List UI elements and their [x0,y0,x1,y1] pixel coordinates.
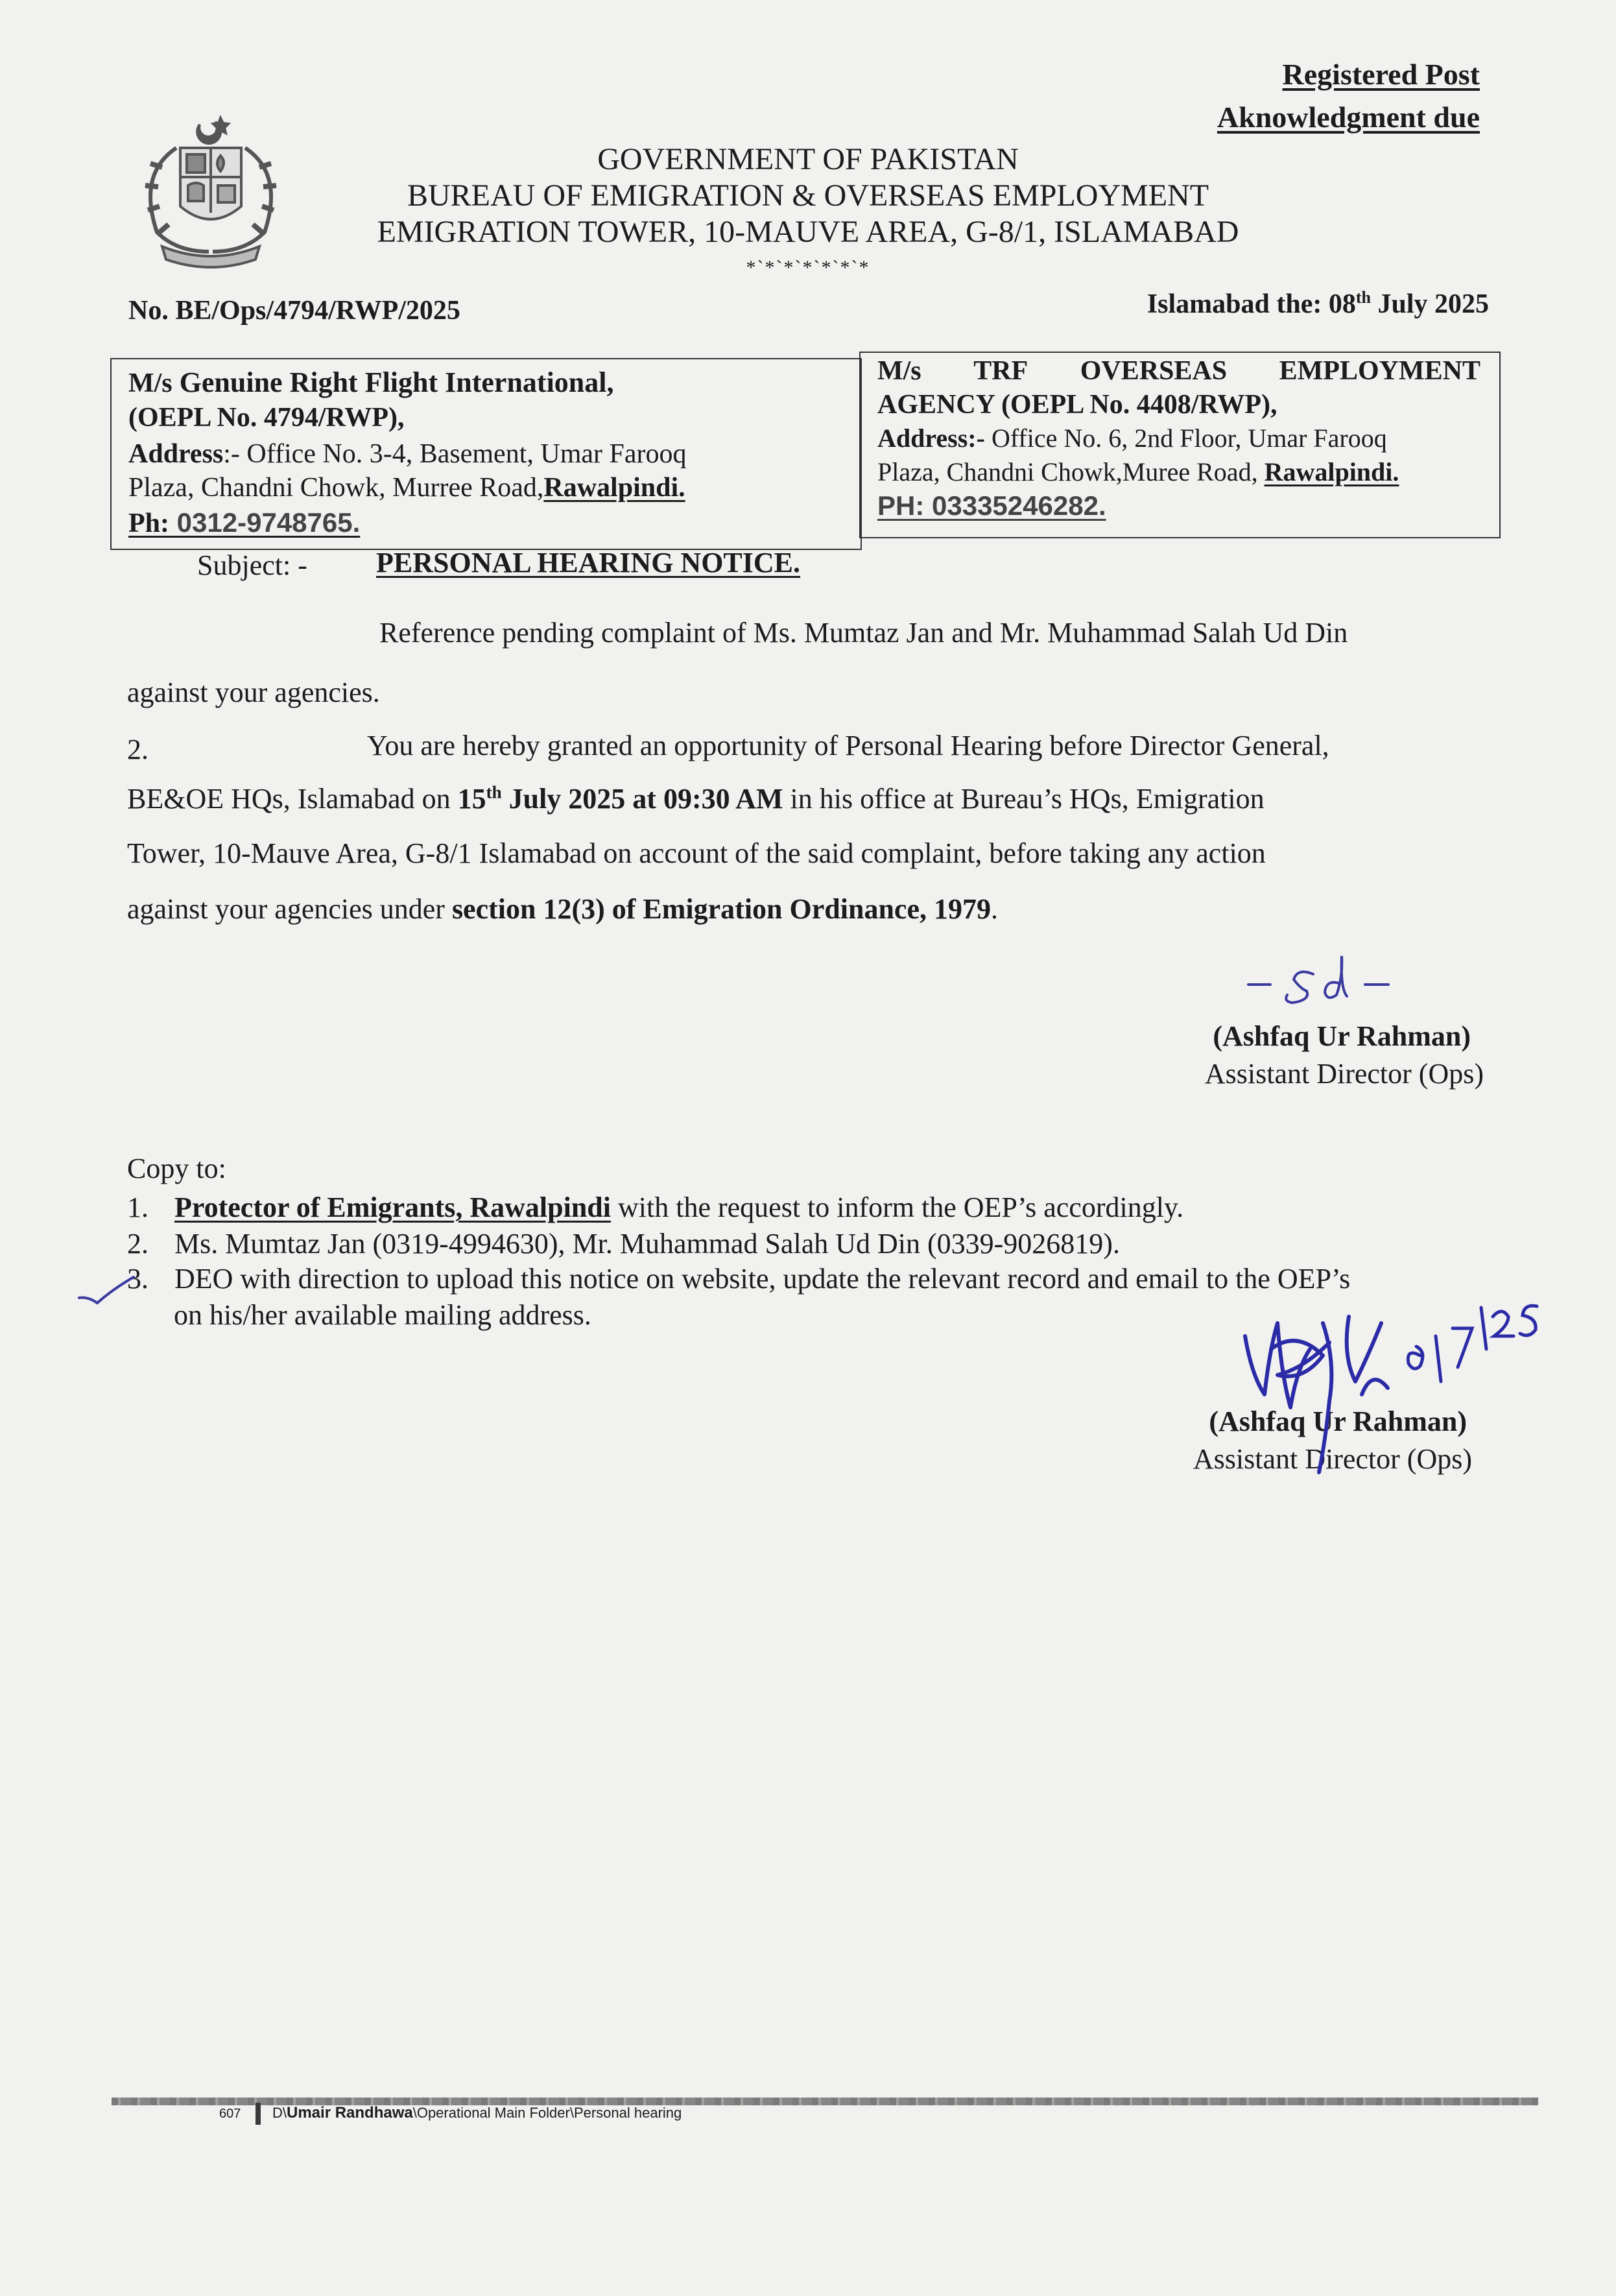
footer-file-path: D\Umair Randhawa\Operational Main Folder\Personal hearing [272,2104,682,2122]
addressee-box-genuine-right-flight [110,358,862,550]
handwritten-signature-with-date [1232,1297,1543,1485]
signed-mark [1242,940,1410,1018]
paragraph-2-line-3: Tower, 10-Mauve Area, G-8/1 Islamabad on account of the said complaint, before taking any action [127,837,1266,869]
signatory-name: (Ashfaq Ur Rahman) [1213,1020,1471,1052]
registered-post-label: Registered Post [1282,58,1480,91]
paragraph-2-line-1: You are hereby granted an opportunity of Personal Hearing before Director General, [367,730,1329,761]
addressee2-name-line2: AGENCY (OEPL No. 4408/RWP), [877,390,1277,420]
addressee1-phone: Ph: 0312-9748765. [128,507,361,538]
paragraph-1-line-1: Reference pending complaint of Ms. Mumtaz Jan and Mr. Muhammad Salah Ud Din [379,617,1348,649]
header-stars: *`*`*`*`*`*`* [746,257,870,278]
paragraph-1-line-2: against your agencies. [127,676,380,708]
copy-to-label: Copy to: [127,1153,226,1184]
subject-title: PERSONAL HEARING NOTICE. [376,547,801,579]
addressee1-address-line1: Address:- Office No. 3-4, Basement, Umar Farooq [128,439,687,469]
addressee1-oepl: (OEPL No. 4794/RWP), [128,403,405,433]
addressee2-address-line1: Address:- Office No. 6, 2nd Floor, Umar Farooq [877,424,1387,453]
signatory2-title: Assistant Director (Ops) [1193,1443,1472,1475]
acknowledgment-due-label: Aknowledgment due [1217,101,1480,134]
signatory-title: Assistant Director (Ops) [1204,1058,1484,1090]
tick-mark-icon [77,1273,136,1306]
header-bureau: BUREAU OF EMIGRATION & OVERSEAS EMPLOYMENT [407,178,1209,213]
footer-separator [255,2103,261,2125]
addressee-box-trf-overseas [859,352,1501,538]
subject-label: Subject: - [197,549,307,581]
copy-item-3-continued: on his/her available mailing address. [174,1299,591,1331]
header-address: EMIGRATION TOWER, 10-MAUVE AREA, G-8/1, ISLAMABAD [377,215,1239,249]
header-government: GOVERNMENT OF PAKISTAN [597,142,1019,176]
paragraph-2-line-2: BE&OE HQs, Islamabad on 15th July 2025 at 09:30 AM in his office at Bureau’s HQs, Emigration [127,782,1265,815]
copy-item-2: 2. Ms. Mumtaz Jan (0319-4994630), Mr. Muhammad Salah Ud Din (0339-9026819). [127,1228,1120,1260]
copy-item-3: 3. DEO with direction to upload this notice on website, update the relevant record and email to the OEP’s [127,1263,1351,1295]
paragraph-2-line-4: against your agencies under section 12(3) of Emigration Ordinance, 1979. [127,893,998,925]
addressee1-address-line2: Plaza, Chandni Chowk, Murree Road,Rawalpindi. [128,473,685,503]
copy-item-1: 1. Protector of Emigrants, Rawalpindi with the request to inform the OEP’s accordingly. [127,1191,1184,1223]
signatory2-name: (Ashfaq Ur Rahman) [1209,1405,1467,1437]
letter-date: Islamabad the: 08th July 2025 [1147,288,1489,319]
reference-number: No. BE/Ops/4794/RWP/2025 [128,296,460,326]
addressee2-name-line1: M/s TRF OVERSEAS EMPLOYMENT [877,356,1480,386]
paragraph-2-number: 2. [127,734,149,765]
addressee2-address-line2: Plaza, Chandni Chowk,Muree Road, Rawalpindi. [877,457,1399,486]
footer-page-number: 607 [219,2107,241,2121]
addressee2-phone: PH: 03335246282. [877,490,1106,521]
addressee1-name: M/s Genuine Right Flight International, [128,366,614,398]
